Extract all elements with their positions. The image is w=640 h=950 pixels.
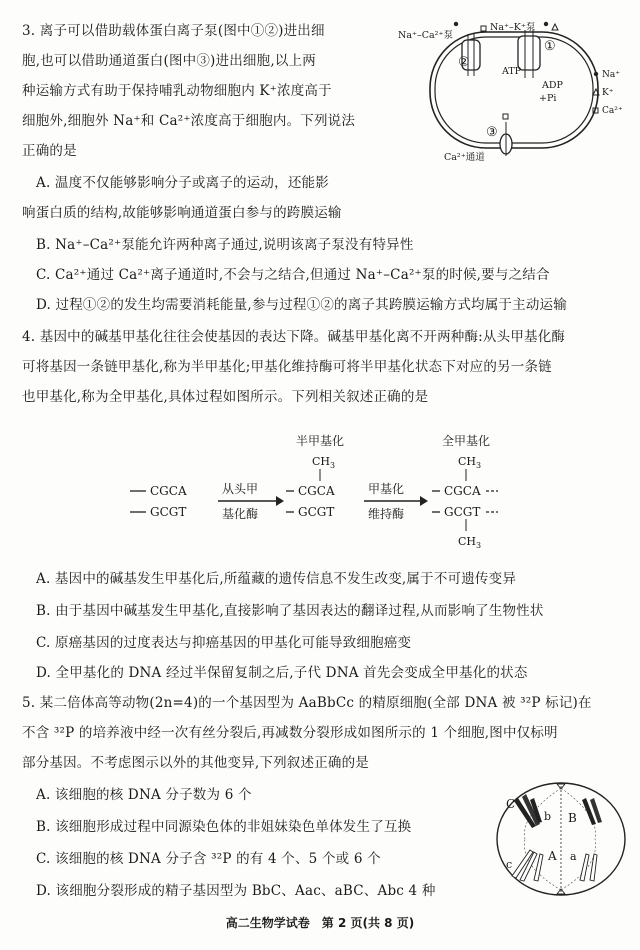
q5-option-a: A. 该细胞的核 DNA 分子数为 6 个 — [36, 787, 252, 803]
q4-option-d: D. 全甲基化的 DNA 经过半保留复制之后,子代 DNA 首先会变成全甲基化的状态 — [36, 665, 528, 681]
q3-stem-line-3: 种运输方式有助于保持哺乳动物细胞内 K⁺浓度高于 — [22, 83, 332, 99]
gene-C: C — [506, 797, 516, 811]
q3-option-a-line-2: 响蛋白质的结构,故能够影响通道蛋白参与的跨膜运输 — [22, 205, 342, 221]
q3-membrane-figure — [398, 14, 628, 172]
enzyme-2-top: 甲基化 — [368, 482, 405, 496]
legend-ca: Ca²⁺ — [602, 106, 623, 116]
gene-c: c — [506, 858, 513, 871]
num-2: ② — [458, 55, 470, 70]
legend-na: Na⁺ — [602, 70, 620, 80]
pi-label: +Pi — [539, 93, 557, 104]
chromosome-light-5 — [590, 854, 597, 881]
seq-left-top: CGCA — [150, 484, 187, 498]
q3-stem-line-2: 胞,也可以借助通道蛋白(图中③)进出细胞,以上两 — [22, 53, 316, 69]
q3-option-d: D. 过程①②的发生均需要消耗能量,参与过程①②的离子其跨膜运输方式均属于主动运输 — [36, 297, 567, 313]
seq-middle-top: CGCA — [298, 484, 335, 498]
q3-option-c: C. Ca²⁺通过 Ca²⁺离子通道时,不会与之结合,但通过 Na⁺–Ca²⁺泵的时候,要与之结合 — [36, 267, 550, 283]
full-methyl-label: 全甲基化 — [442, 434, 491, 448]
gene-B: B — [568, 811, 577, 825]
ch3-right-bottom: $CH_3$ — [458, 535, 482, 550]
num-3: ③ — [486, 125, 498, 140]
q4-option-b: B. 由于基因中碱基发生甲基化,直接影响了基因表达的翻译过程,从而影响了生物性状 — [36, 603, 544, 619]
q3-stem-line-5: 正确的是 — [22, 143, 77, 159]
q3-stem-line-1: 3. 离子可以借助载体蛋白离子泵(图中①②)进出细 — [22, 23, 325, 39]
q5-stem-line-2: 不含 ³²P 的培养液中经一次有丝分裂后,再减数分裂形成如图所示的 1 个细胞,图中仅标明 — [22, 725, 558, 741]
seq-right-top: CGCA — [444, 484, 481, 498]
na-ca-pump-label: Na⁺–Ca²⁺泵 — [398, 30, 453, 41]
q4-stem-line-1: 4. 基因中的碱基甲基化往往会使基因的表达下降。碱基甲基化离不开两种酶:从头甲基化酶 — [22, 329, 566, 345]
ca-channel-label: Ca²⁺通道 — [444, 152, 485, 163]
q4-stem-line-2: 可将基因一条链甲基化,称为半甲基化;甲基化维持酶可将半甲基化状态下对应的另一条链 — [22, 359, 552, 375]
gene-A: A — [548, 849, 557, 863]
na-k-pump-shape — [518, 36, 540, 70]
seq-middle-bottom: GCGT — [298, 505, 335, 519]
q5-cell-figure — [490, 776, 632, 906]
q3-stem-line-4: 细胞外,细胞外 Na⁺和 Ca²⁺浓度高于细胞内。下列说法 — [22, 113, 356, 129]
legend-k: K⁺ — [602, 88, 614, 98]
q5-stem-line-3: 部分基因。不考虑图示以外的其他变异,下列叙述正确的是 — [22, 755, 369, 771]
cell-membrane-outer — [430, 32, 598, 148]
cell-membrane-inner — [435, 37, 593, 143]
gene-a: a — [570, 850, 577, 863]
enzyme-2-bottom: 维持酶 — [368, 507, 405, 521]
half-methyl-label: 半甲基化 — [296, 434, 345, 448]
chromosome-light-4 — [580, 854, 589, 881]
num-1: ① — [544, 39, 556, 54]
q5-option-d: D. 该细胞分裂形成的精子基因型为 BbC、Aac、aBC、Abc 4 种 — [36, 883, 436, 899]
q5-option-c: C. 该细胞的核 DNA 分子含 ³²P 的有 4 个、5 个或 6 个 — [36, 851, 381, 867]
q3-option-a-line-1: A. 温度不仅能够影响分子或离子的运动，还能影 — [36, 175, 329, 191]
enzyme-1-top: 从头甲 — [222, 482, 259, 496]
ch3-middle-top: $CH_3$ — [312, 455, 336, 470]
atp-label: ATP — [502, 66, 522, 77]
page-footer: 高二生物学试卷 第 2 页(共 8 页) — [225, 916, 415, 930]
seq-left-bottom: GCGT — [150, 505, 187, 519]
enzyme-1-bottom: 基化酶 — [222, 507, 259, 521]
seq-right-bottom: GCGT — [444, 505, 481, 519]
q4-option-c: C. 原癌基因的过度表达与抑癌基因的甲基化可能导致细胞癌变 — [36, 635, 412, 651]
adp-label: ADP — [542, 80, 563, 91]
q4-stem-line-3: 也甲基化,称为全甲基化,具体过程如图所示。下列相关叙述正确的是 — [22, 389, 429, 405]
q3-option-b: B. Na⁺–Ca²⁺泵能允许两种离子通过,说明该离子泵没有特异性 — [36, 237, 414, 253]
q4-methylation-figure — [120, 425, 540, 555]
q4-option-a: A. 基因中的碱基发生甲基化后,所蕴藏的遗传信息不发生改变,属于不可遗传变异 — [36, 571, 517, 587]
q5-option-b: B. 该细胞形成过程中同源染色体的非姐妹染色单体发生了互换 — [36, 819, 412, 835]
q5-stem-line-1: 5. 某二倍体高等动物(2n=4)的一个基因型为 AaBbCc 的精原细胞(全部 DNA 被 ³²P 标记)在 — [22, 695, 592, 711]
na-k-pump-label: Na⁺–K⁺泵 — [490, 22, 536, 33]
ch3-right-top: $CH_3$ — [458, 455, 482, 470]
gene-b: b — [544, 810, 552, 823]
